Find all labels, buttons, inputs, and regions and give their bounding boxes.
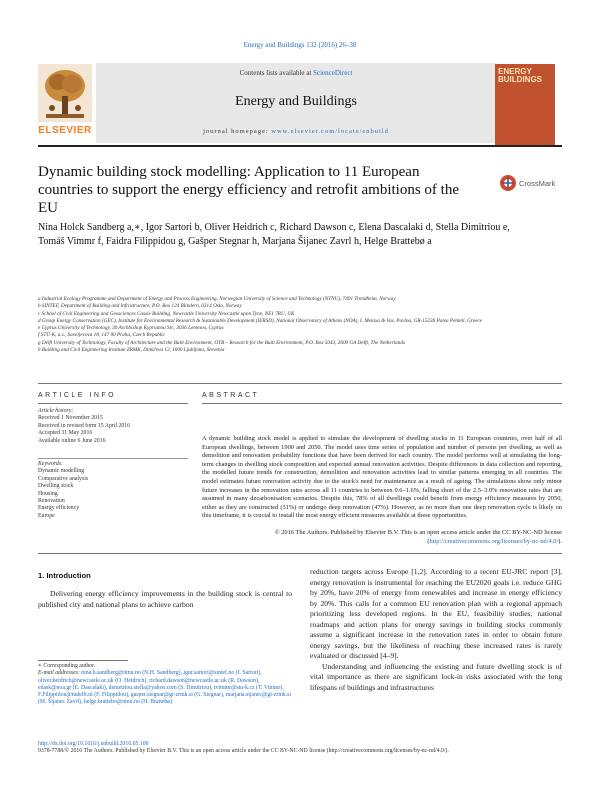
article-history: [38, 408, 188, 445]
abstract-heading: ABSTRACT: [202, 392, 260, 399]
contents-prefix: Contents lists available at: [239, 69, 314, 77]
author-list: Nina Holck Sandberg a,∗, Igor Sartori b, Oliver Heidrich c, Richard Dawson c, Elena Dascalaki d, Stella Dimitriou e, Tomáš Vimmr f, Faidra Filippidou g, Gašper Stegnar h, Marjana Šijanec Zavrl h, Helge Brattebø a: [38, 222, 510, 247]
license-link[interactable]: http://creativecommons.org/licenses/by-nc-nd/4.0/: [429, 537, 559, 545]
crossmark-badge[interactable]: [499, 173, 559, 193]
article-info-heading: ARTICLE INFO: [38, 392, 117, 399]
introduction-left-paragraph: Delivering energy efficiency improvements in the building stock is central to published city and national plans to achieve carbon: [38, 589, 292, 609]
license-suffix: ).: [558, 537, 562, 545]
history-item: Accepted 31 May 2016: [38, 430, 93, 437]
keywords-rule: [38, 458, 188, 459]
keywords: [38, 461, 188, 520]
license-line: [202, 529, 562, 546]
journal-homepage: [96, 128, 496, 135]
journal-name: Energy and Buildings: [235, 94, 357, 109]
keyword-item: Dwelling stock: [38, 483, 74, 490]
header-rule: [38, 145, 562, 147]
issn-license-line: 0378-7788/© 2016 The Authors. Published by Elsevier B.V. This is an open access article under the CC BY-NC-ND license (http://creativecommons.org/licenses/by-nc-nd/4.0/).: [38, 748, 449, 755]
email-addresses: [38, 670, 292, 706]
article-info-rule: [38, 403, 188, 404]
crossmark-label: CrossMark: [519, 179, 556, 188]
sciencedirect-link[interactable]: ScienceDirect: [313, 69, 353, 77]
footnotes: [38, 663, 292, 707]
journal-cover-title: ENERGY BUILDINGS: [498, 67, 542, 84]
elsevier-wordmark: ELSEVIER: [38, 125, 92, 136]
keyword-item: Energy efficiency: [38, 505, 80, 512]
affiliation-item: c School of Civil Engineering and Geosciences Cassie Building, Newcastle University Newcastle upon Tyne, NE1 7RU, UK: [38, 310, 295, 317]
introduction-right-column: [310, 567, 562, 693]
affiliation-item: b SINTEF, Department of Building and Infrastructure, P.O. Box 124 Blindern, 0314 Oslo, Norway: [38, 303, 242, 310]
corresponding-author-note: ∗ Corresponding author.: [38, 663, 96, 669]
article-title: Dynamic building stock modelling: Application to 11 European countries to support the energy efficiency and retrofit ambitions of the EU: [38, 164, 459, 216]
affiliation-item: g Delft University of Technology, Faculty of Architecture and the Built Environment, OTB – Research for the Built Environment, P.O. Box 5043, 2600 GA Delft, The Netherlands: [38, 339, 405, 346]
affiliations: [38, 296, 558, 354]
footnote-rule: [38, 660, 128, 661]
email-label: E-mail addresses:: [38, 670, 82, 677]
affiliation-item: d Group Energy Conservation (GEC), Institute for Environmental Research & Sustainable Development (IERSD), National Observatory of Athens (NOA), I. Metaxa & Vas. Pavlou, GR-15236 Palea Penteli, Greece: [38, 317, 482, 324]
affiliation-item: a Industrial Ecology Programme and Department of Energy and Process Engineering, Norwegian University of Science and Technology (NTNU), 7491 Trondheim, Norway: [38, 296, 396, 302]
introduction-paragraph: Understanding and influencing the existing and future dwelling stock is of vital importance as there are significant lock-in risks associated with the long lifespans of buildings and infrastructures: [310, 661, 562, 692]
abstract-rule: [202, 403, 562, 404]
history-item: Available online 6 June 2016: [38, 437, 106, 444]
email-list[interactable]: nina.h.sandberg@ntnu.no (N.H. Sandberg), igor.sartori@sintef.no (I. Sartori), oliver.heidrich@newcastle.ac.uk (O. Heidrich), richard.dawson@newcastle.ac.uk (R. Dawson), edask@noa.gr (E. Dascalaki), demetriou.stella@yahoo.com (S. Dimitriou), tvimmr@stu-k.cz (T. Vimmr), F.Filippidou@tudelft.nl (F. Filippidou), gasper.stegnar@gi-zrmk.si (G. Stegnar), marjana.sijanec@gi-zrmk.si (M. Šijanec Zavrl), helge.brattebo@ntnu.no (H. Brattebø).: [38, 670, 292, 706]
keyword-item: Comparative analysis: [38, 475, 89, 482]
abstract-text: A dynamic building stock model is applied to simulate the development of dwelling stocks in 11 European countries, over half of all European dwellings, between 1900 and 2050. The model uses time series of population and number of persons per dwelling, as well as demolition and renovation probability functions that have been derived for each country. The model performs well at simulating the long-term changes in dwelling stock composition and expected annual renovation activities. Despite differences in data collection and reporting, the modelled future trends for construction, demolition and renovation activities lead to similar patterns emerging in all countries. The model estimates future renovation activity due to the stock's need for maintenance as a result of ageing. The simulations show only minor future increases in the renovation rates across all 11 countries to between 0.6–1.6%, falling short of the 2.5–3.0% renovation rates that are assumed in many decarbonisation scenarios. Despite this, 78% of all dwellings could benefit from energy efficiency measures by 2050, either as they are constructed (31%) or undergo deep renovation (47%). However, as no more than one deep renovation cycle is likely on this timeframe, it is crucial to install the most energy efficient measures available at these opportunities.: [202, 435, 562, 520]
homepage-link[interactable]: www.elsevier.com/locate/enbuild: [271, 128, 389, 135]
keyword-item: Europe: [38, 512, 55, 519]
history-item: Received 1 November 2015: [38, 415, 103, 422]
affiliation-item: e Cyprus University of Technology, 30 Archbishop Kyprianou Str., 3036 Lemesos, Cyprus: [38, 325, 224, 332]
history-heading: Article history:: [38, 408, 74, 414]
doi-block: [38, 741, 558, 756]
journal-citation[interactable]: Energy and Buildings 132 (2016) 26–38: [243, 41, 357, 49]
affiliation-item: f STÚ-K, a.s., Saveljevova 18, 147 00 Praha, Czech Republic: [38, 332, 165, 339]
keyword-item: Renovation: [38, 498, 65, 505]
introduction-heading: 1. Introduction: [38, 571, 91, 580]
introduction-paragraph: reduction targets across Europe [1,2]. According to a recent EU-JRC report [3], energy renovation is instrumental for reaching the EU2020 goals i.e. reduce GHG by 20%, have 20% of energy from renewables and increase in energy efficiency by 20%. This calls for a common EU renovation plan with a regional approach prioritizing less developed regions. In the EU, feasibility studies, national roadmaps and action plans for energy savings in building stocks commonly assume a significant increase in the renovation rates in order to obtain future energy savings, but the likeliness of reaching these increased rates is rarely evaluated or discussed [4–9].: [310, 567, 562, 660]
section-rule: [38, 383, 562, 384]
keyword-item: Housing: [38, 490, 58, 497]
affiliation-item: h Building and Civil Engineering Institute ZRMK, Dimičeva 12, 1000 Ljubljana, Slovenia: [38, 347, 225, 354]
contents-line: [96, 69, 496, 77]
abstract-end-rule: [38, 553, 562, 554]
doi-link[interactable]: http://dx.doi.org/10.1016/j.enbuild.2016.05.100: [38, 741, 149, 747]
homepage-prefix: journal homepage:: [203, 128, 272, 135]
license-prefix: © 2016 The Authors. Published by Elsevier B.V. This is an open access article under the CC BY-NC-ND license (: [274, 529, 562, 545]
elsevier-tree-logo: [38, 64, 92, 134]
keyword-item: Dynamic modelling: [38, 468, 85, 475]
history-item: Received in revised form 15 April 2016: [38, 422, 131, 429]
keywords-heading: Keywords:: [38, 461, 63, 467]
